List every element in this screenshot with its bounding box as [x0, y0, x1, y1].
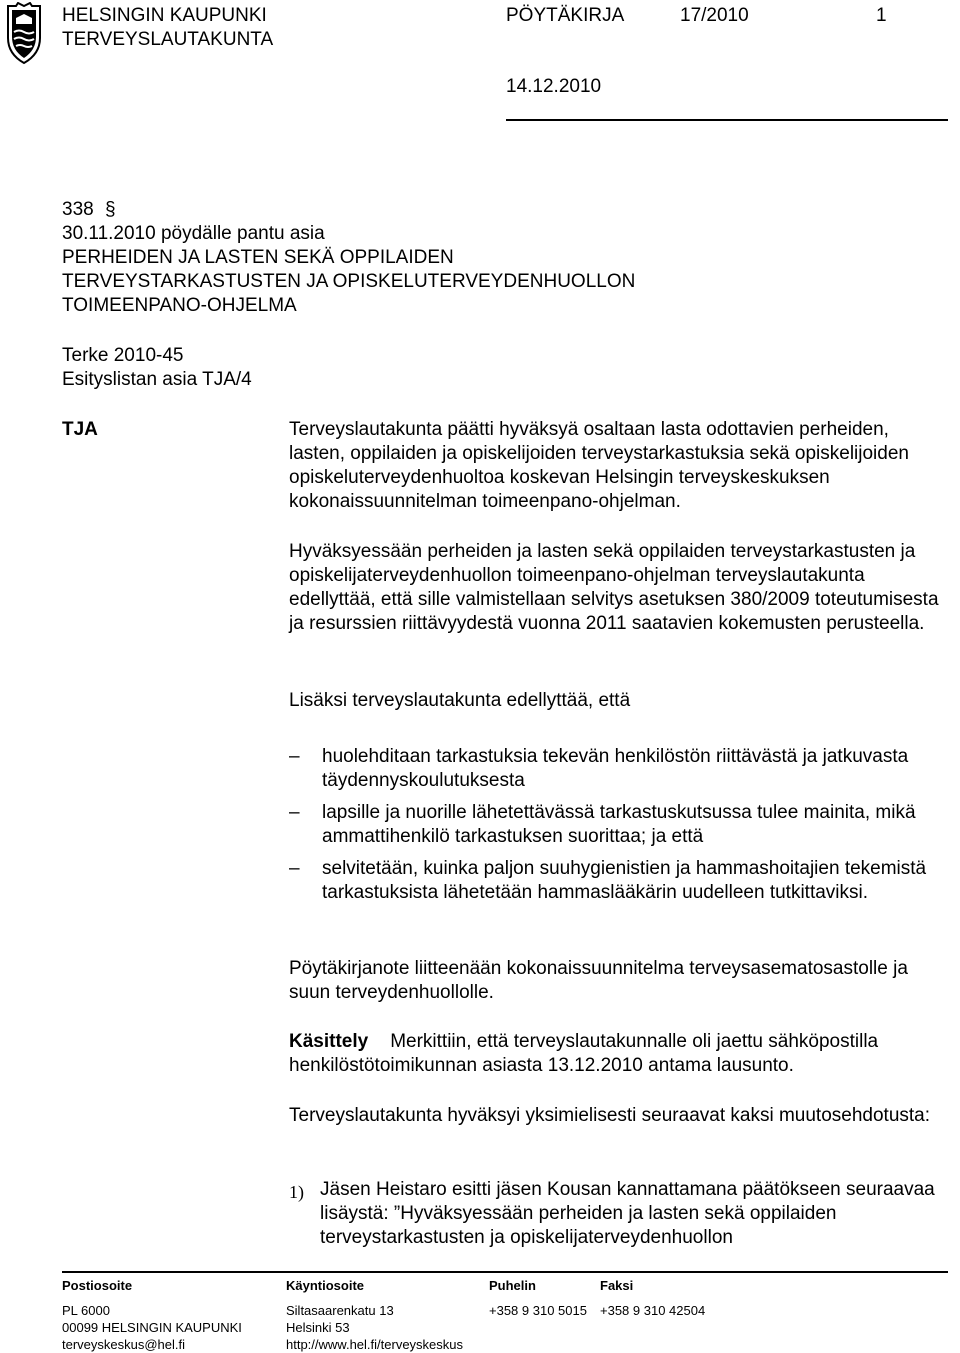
- meeting-date: 14.12.2010: [506, 76, 602, 97]
- phone-block: [489, 1277, 587, 1319]
- email-address[interactable]: terveyskeskus@hel.fi: [62, 1337, 186, 1352]
- tabled-note: 30.11.2010 pöydälle pantu asia: [62, 223, 325, 244]
- handling-label: Käsittely: [289, 1031, 369, 1052]
- header-rule: [506, 119, 948, 121]
- requirements-list: [289, 745, 949, 913]
- phone-heading: Puhelin: [489, 1278, 536, 1293]
- section-number: [62, 198, 116, 222]
- list-item-text: selvitetään, kuinka paljon suuhygienistien ja hammashoitajien tekemistä tarkastuksista lähetetään hammaslääkärin uudelleen tutkittaviksi.: [322, 858, 927, 903]
- item-title-line-2: TERVEYSTARKASTUSTEN JA OPISKELUTERVEYDENHUOLLON: [62, 271, 636, 292]
- document-number: 17/2010: [680, 5, 749, 26]
- fax-block: [600, 1277, 705, 1319]
- amendments-intro: Terveyslautakunta hyväksyi yksimielisesti seuraavat kaksi muutosehdotusta:: [289, 1105, 931, 1126]
- postal-line: 00099 HELSINGIN KAUPUNKI: [62, 1320, 242, 1335]
- section-number-value: 338: [62, 199, 94, 220]
- margin-label: TJA: [62, 419, 98, 440]
- visiting-address: [286, 1277, 463, 1353]
- fax-heading: Faksi: [600, 1278, 634, 1293]
- item-title-line-1: PERHEIDEN JA LASTEN SEKÄ OPPILAIDEN: [62, 247, 454, 268]
- list-item: [289, 801, 949, 849]
- postal-address: [62, 1277, 242, 1353]
- bullet-dash: –: [289, 858, 300, 879]
- visit-line: Helsinki 53: [286, 1320, 350, 1335]
- additional-requirements-intro: Lisäksi terveyslautakunta edellyttää, että: [289, 690, 631, 711]
- bullet-dash: –: [289, 802, 300, 823]
- section-symbol: §: [104, 199, 116, 220]
- bullet-dash: –: [289, 746, 300, 767]
- website-link[interactable]: http://www.hel.fi/terveyskeskus: [286, 1337, 464, 1352]
- handling-text: Merkittiin, että terveyslautakunnalle oli jaettu sähköpostilla henkilöstötoimikunnan asiasta 13.12.2010 antama lausunto.: [289, 1031, 879, 1076]
- decision-paragraph: Terveyslautakunta päätti hyväksyä osaltaan lasta odottavien perheiden, lasten, oppilaiden ja opiskelijoiden terveystarkastuksia sekä opiskelijoiden opiskeluterveydenhuoltoa koskevan Helsingin terveyskeskuksen kokonaissuunnitelman toimeenpano-ohjelman.: [289, 419, 909, 512]
- postal-line: PL 6000: [62, 1303, 110, 1318]
- visit-heading: Käyntiosoite: [286, 1278, 365, 1293]
- condition-paragraph: Hyväksyessään perheiden ja lasten sekä oppilaiden terveystarkastusten ja opiskelijaterveydenhuollon toimeenpano-ohjelman terveyslautakunta edellyttää, että sille valmistellaan selvitys asetuksen 380/2009 toteutumisesta ja resurssien riittävyydestä vuonna 2011 saatavien kokemusten perusteella.: [289, 541, 939, 634]
- list-item-text: huolehditaan tarkastuksia tekevän henkilöstön riittävästä ja jatkuvasta täydennyskoulutuksesta: [322, 746, 909, 791]
- amendment-text: Jäsen Heistaro esitti jäsen Kousan kannattamana päätökseen seuraavaa lisäystä: ”Hyväksyessään perheiden ja lasten sekä oppilaiden terveystarkastusten ja opiskelijaterveydenhuollon: [320, 1179, 935, 1248]
- board-name: TERVEYSLAUTAKUNTA: [62, 29, 274, 50]
- footer-rule: [62, 1271, 948, 1273]
- extract-paragraph: Pöytäkirjanote liitteenään kokonaissuunnitelma terveysasematosastolle ja suun terveydenhuollolle.: [289, 958, 908, 1003]
- reference-number: Terke 2010-45: [62, 345, 184, 366]
- handling-paragraph: [289, 1030, 949, 1078]
- list-item: [289, 857, 949, 905]
- phone-number: +358 9 310 5015: [489, 1303, 587, 1318]
- item-title-line-3: TOIMEENPANO-OHJELMA: [62, 295, 297, 316]
- fax-number: +358 9 310 42504: [600, 1303, 706, 1318]
- visit-line: Siltasaarenkatu 13: [286, 1303, 394, 1318]
- agenda-item: Esityslistan asia TJA/4: [62, 369, 252, 390]
- city-name: HELSINGIN KAUPUNKI: [62, 5, 267, 26]
- list-item-text: lapsille ja nuorille lähetettävässä tarkastuskutsussa tulee mainita, mikä ammattihenkilö tarkastuksen suorittaa; ja että: [322, 802, 916, 847]
- page-number: 1: [876, 5, 887, 26]
- numbered-marker: 1): [289, 1182, 304, 1202]
- list-item: [289, 745, 949, 793]
- postal-heading: Postiosoite: [62, 1278, 133, 1293]
- document-type: PÖYTÄKIRJA: [506, 5, 625, 26]
- helsinki-crest-icon: [2, 2, 46, 66]
